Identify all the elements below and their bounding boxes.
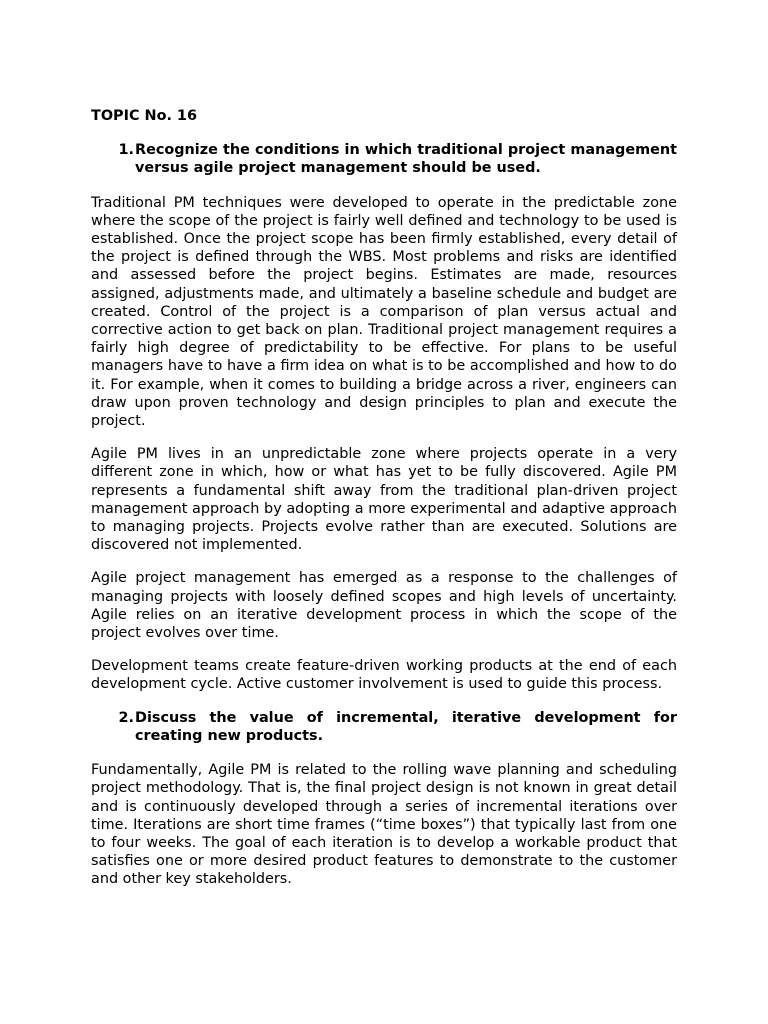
paragraph-traditional-pm: Traditional PM techniques were developed to operate in the predictable zone where the scope of the project is fairly well defined and technology to be used is established. Once the project scope has been firmly established, every detail of the project is defined through the WBS. Most problems and risks are identified and assessed before the project begins. Estimates are made, resources assigned, adjustments made, and ultimately a baseline schedule and budget are created. Control of the project is a comparison of plan versus actual and corrective action to get back on plan. Traditional project management requires a fairly high degree of predictability to be effective. For plans to be useful managers have to have a firm idea on what is to be accomplished and how to do it. For example, when it comes to building a bridge across a river, engineers can draw upon proven technology and design principles to plan and execute the project.: [91, 194, 677, 430]
question-1: [91, 141, 677, 177]
document-page: [91, 107, 677, 904]
question-1-text: Recognize the conditions in which traditional project management versus agile project management should be used.: [135, 142, 677, 177]
paragraph-rolling-wave: Fundamentally, Agile PM is related to the rolling wave planning and scheduling project methodology. That is, the final project design is not known in great detail and is continuously developed through a series of incremental iterations over time. Iterations are short time frames (“time boxes”) that typically last from one to four weeks. The goal of each iteration is to develop a workable product that satisfies one or more desired product features to demonstrate to the customer and other key stakeholders.: [91, 762, 677, 888]
question-2-number: 2.: [118, 709, 134, 726]
paragraph-agile-pm-zone: Agile PM lives in an unpredictable zone where projects operate in a very different zone in which, how or what has yet to be fully discovered. Agile PM represents a fundamental shift away from the traditional plan-driven project management approach by adopting a more experimental and adaptive approach to managing projects. Projects evolve rather than are executed. Solutions are discovered not implemented.: [91, 446, 677, 554]
paragraph-development-teams: Development teams create feature-driven working products at the end of each development cycle. Active customer involvement is used to guide this process.: [91, 658, 677, 693]
topic-heading: TOPIC No. 16: [91, 108, 197, 124]
question-1-number: 1.: [118, 142, 134, 159]
paragraph-agile-pm-emergence: Agile project management has emerged as a response to the challenges of managing projects with loosely defined scopes and high levels of uncertainty. Agile relies on an iterative development process in which the scope of the project evolves over time.: [91, 570, 677, 642]
question-2: [91, 709, 677, 745]
question-2-text: Discuss the value of incremental, iterative development for creating new products.: [135, 709, 677, 744]
